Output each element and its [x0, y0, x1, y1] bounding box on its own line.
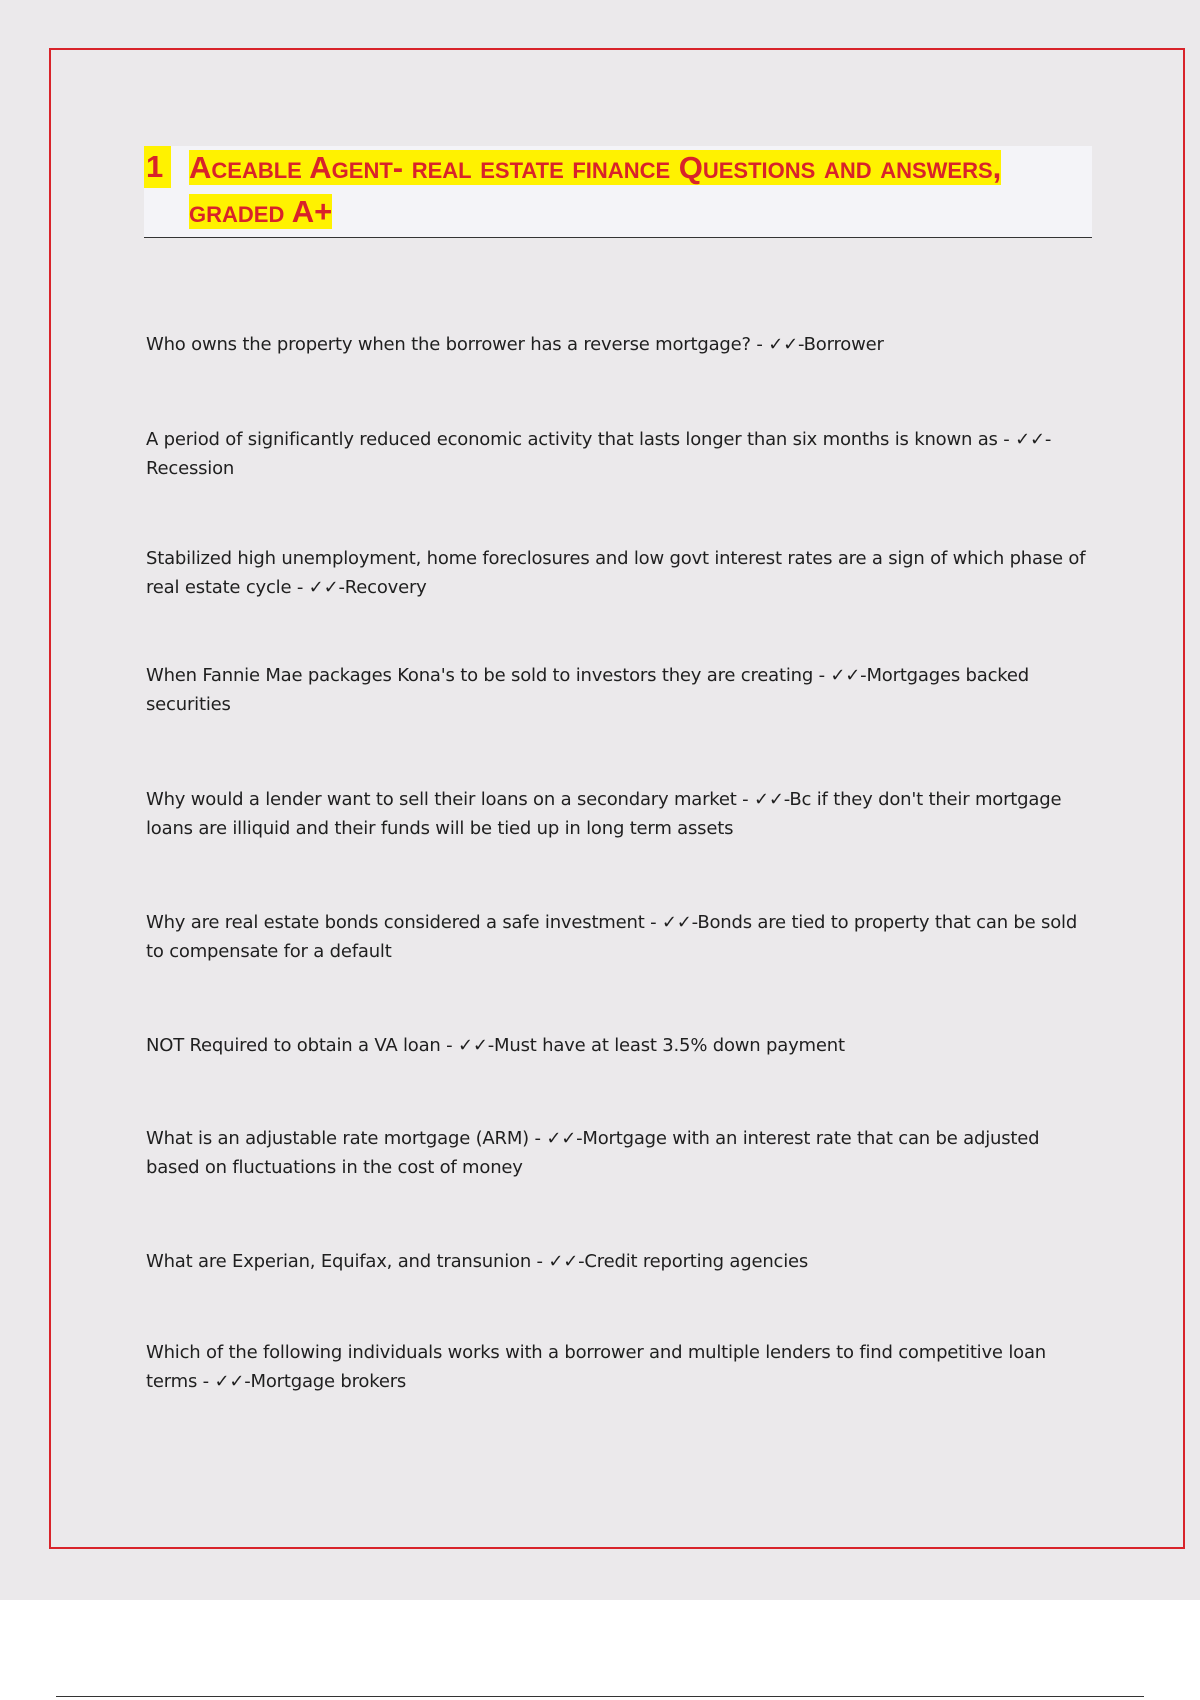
qa-item: Stabilized high unemployment, home foreclosures and low govt interest rates are a sign of which phase of real estate cycle - ✓✓-Recovery [146, 548, 1086, 598]
footer-rule [56, 1696, 1144, 1697]
qa-item: NOT Required to obtain a VA loan - ✓✓-Must have at least 3.5% down payment [146, 1035, 845, 1056]
heading-title [189, 146, 1069, 234]
qa-item: Which of the following individuals works with a borrower and multiple lenders to find competitive loan terms - ✓✓-Mortgage brokers [146, 1342, 1046, 1392]
section-heading [144, 146, 1092, 238]
qa-item: Why are real estate bonds considered a safe investment - ✓✓-Bonds are tied to property that can be sold to compensate for a default [146, 912, 1078, 962]
heading-title-text: Aceable Agent- real estate finance Questions and answers, graded A+ [189, 150, 1002, 229]
qa-item: A period of significantly reduced economic activity that lasts longer than six months is known as - ✓✓-Recession [146, 429, 1052, 479]
heading-number: 1 [144, 146, 171, 188]
qa-item: When Fannie Mae packages Kona's to be sold to investors they are creating - ✓✓-Mortgages backed securities [146, 665, 1029, 715]
qa-item: What are Experian, Equifax, and transunion - ✓✓-Credit reporting agencies [146, 1251, 809, 1272]
qa-item: What is an adjustable rate mortgage (ARM) - ✓✓-Mortgage with an interest rate that can be adjusted based on fluctuations in the cost of money [146, 1128, 1040, 1178]
qa-item: Who owns the property when the borrower has a reverse mortgage? - ✓✓-Borrower [146, 334, 884, 355]
qa-item: Why would a lender want to sell their loans on a secondary market - ✓✓-Bc if they don't their mortgage loans are illiquid and their funds will be tied up in long term assets [146, 789, 1062, 839]
